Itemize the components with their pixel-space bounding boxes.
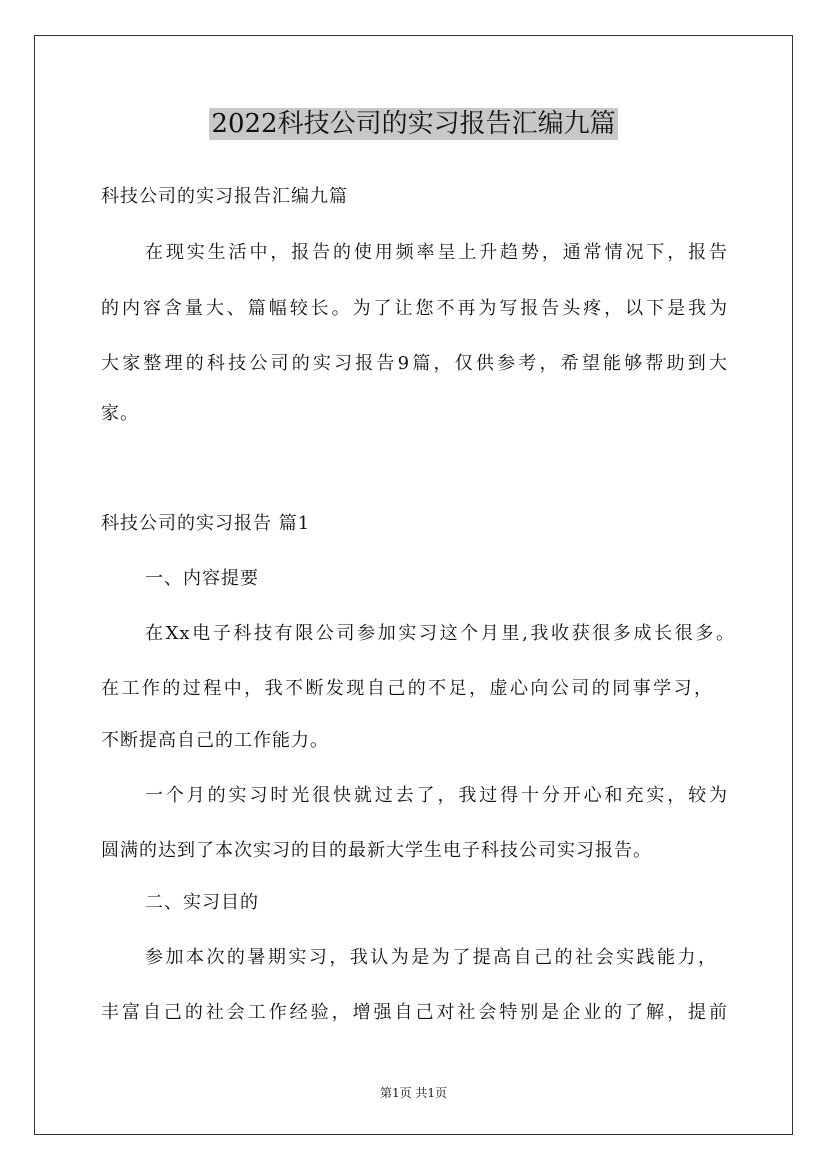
paragraph-line: 在工作的过程中，我不断发现自己的不足，虚心向公司的同事学习， bbox=[101, 678, 713, 699]
paragraph-line: 的内容含量大、篇幅较长。为了让您不再为写报告头疼，以下是我为 bbox=[101, 298, 728, 319]
section-heading: 科技公司的实习报告 篇1 bbox=[101, 513, 311, 534]
paragraph-line: 在Xx电子科技有限公司参加实习这个月里,我收获很多成长很多。 bbox=[145, 623, 735, 644]
paragraph-line: 丰富自己的社会工作经验，增强自己对社会特别是企业的了解，提前 bbox=[101, 1002, 728, 1023]
paragraph-line: 不断提高自己的工作能力。 bbox=[101, 730, 329, 751]
paragraph-line: 一个月的实习时光很快就过去了，我过得十分开心和充实，较为 bbox=[145, 785, 728, 806]
page-footer: 第1页 共1页 bbox=[379, 1086, 448, 1100]
paragraph-line: 圆满的达到了本次实习的目的最新大学生电子科技公司实习报告。 bbox=[101, 840, 652, 861]
paragraph-line: 家。 bbox=[101, 403, 139, 424]
paragraph-line: 在现实生活中，报告的使用频率呈上升趋势，通常情况下，报告 bbox=[145, 242, 728, 263]
subtitle-line: 科技公司的实习报告汇编九篇 bbox=[101, 186, 348, 207]
paragraph-line: 大家整理的科技公司的实习报告9篇，仅供参考，希望能够帮助到大 bbox=[101, 353, 728, 374]
paragraph-line: 参加本次的暑期实习，我认为是为了提高自己的社会实践能力， bbox=[145, 947, 717, 968]
subsection-heading: 二、实习目的 bbox=[145, 892, 259, 913]
document-title: 2022科技公司的实习报告汇编九篇 bbox=[211, 109, 616, 139]
subsection-heading: 一、内容提要 bbox=[145, 568, 259, 589]
